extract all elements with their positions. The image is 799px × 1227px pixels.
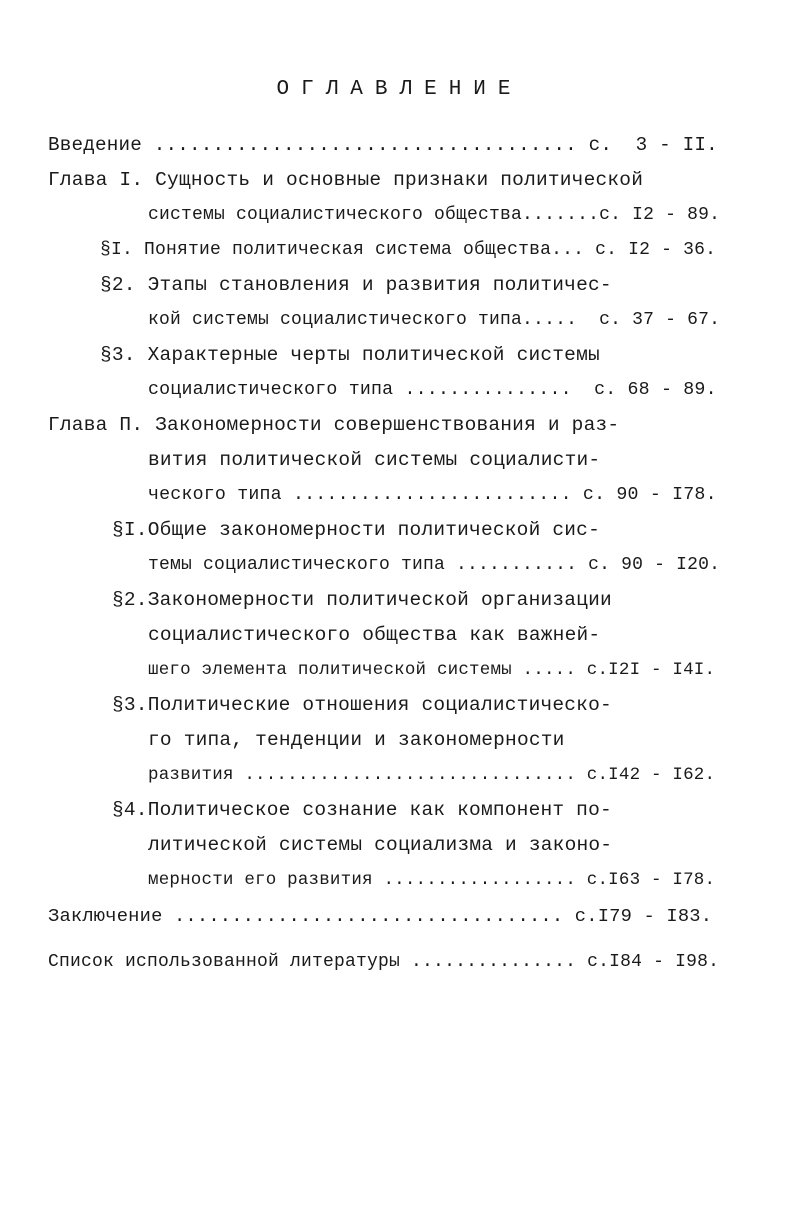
toc-section-2-3: §3.Политические отношения социалистическо- [112, 694, 612, 716]
toc-entry-bibliography: Список использованной литературы ............... с.I84 - I98. [48, 952, 720, 972]
toc-section-1-3-cont: социалистического типа ............... с. 68 - 89. [148, 380, 717, 400]
toc-section-1-1: §I. Понятие политическая система общества... с. I2 - 36. [100, 240, 717, 260]
toc-section-2-2: §2.Закономерности политической организации [112, 589, 612, 611]
toc-section-2-4-cont1: литической системы социализма и законо- [148, 834, 613, 856]
toc-section-1-2-cont: кой системы социалистического типа..... с. 37 - 67. [148, 310, 721, 330]
toc-entry-introduction: Введение .................................... с. 3 - II. [48, 134, 718, 156]
toc-chapter-2-title-cont2: ческого типа ......................... с. 90 - I78. [148, 485, 717, 505]
toc-chapter-2-title-cont1: вития политической системы социалисти- [148, 449, 601, 471]
toc-chapter-1-title: Глава I. Сущность и основные признаки политической [48, 169, 644, 191]
toc-section-2-1: §I.Общие закономерности политической сис- [112, 519, 600, 541]
toc-section-2-3-cont2: развития ............................... с.I42 - I62. [148, 765, 716, 785]
toc-section-2-4: §4.Политическое сознание как компонент по- [112, 799, 612, 821]
toc-section-2-3-cont1: го типа, тенденции и закономерности [148, 729, 565, 751]
toc-section-2-1-cont: темы социалистического типа ........... с. 90 - I20. [148, 555, 721, 575]
page-title: ОГЛАВЛЕНИЕ [276, 78, 523, 101]
toc-chapter-2-title: Глава П. Закономерности совершенствования и раз- [48, 414, 620, 436]
toc-entry-conclusion: Заключение .................................. с.I79 - I83. [48, 905, 713, 927]
toc-section-1-2: §2. Этапы становления и развития политичес- [100, 274, 612, 296]
toc-section-2-2-cont2: шего элемента политической системы ..... с.I2I - I4I. [148, 660, 716, 680]
toc-section-2-2-cont1: социалистического общества как важней- [148, 624, 601, 646]
toc-section-1-3: §3. Характерные черты политической системы [100, 344, 600, 366]
toc-section-2-4-cont2: мерности его развития .................. с.I63 - I78. [148, 870, 716, 890]
toc-chapter-1-title-cont: системы социалистического общества.......с. I2 - 89. [148, 205, 721, 225]
